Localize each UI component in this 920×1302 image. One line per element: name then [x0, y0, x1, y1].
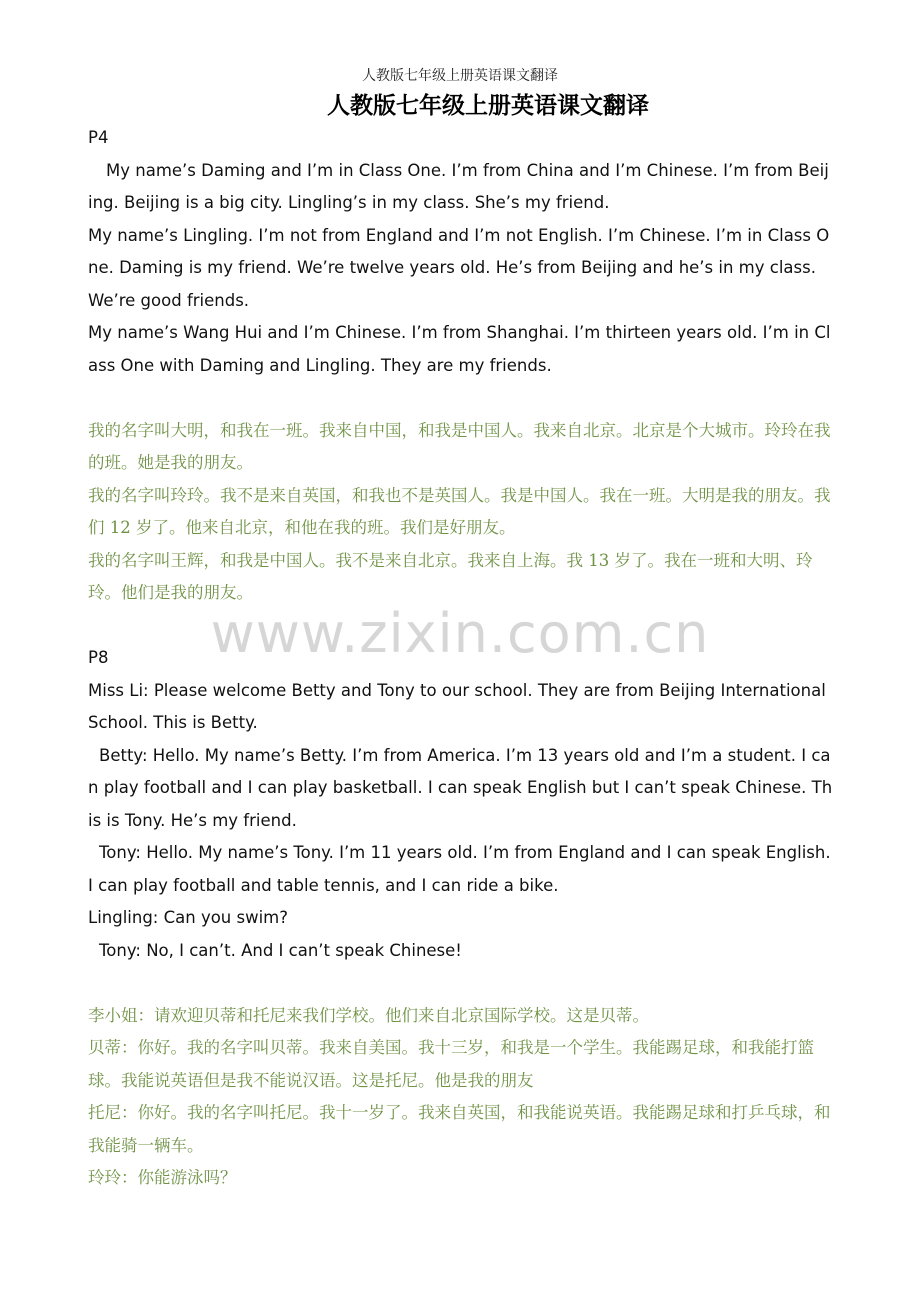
dialogue-line-en: Tony: No, I can’t. And I can’t speak Chinese! — [99, 940, 462, 960]
watermark: www.zixin.com.cn — [210, 602, 710, 665]
dialogue-line-zh: 贝蒂：你好。我的名字叫贝蒂。我来自美国。我十三岁，和我是一个学生。我能踢足球，和我能打篮球。我能说英语但是我不能说汉语。这是托尼。他是我的朋友 — [88, 1038, 814, 1090]
dialogue-line-en: Lingling: Can you swim? — [88, 908, 289, 927]
paragraph-zh: 我的名字叫玲玲。我不是来自英国，和我也不是英国人。我是中国人。我在一班。大明是我的朋友。我们 12 岁了。他来自北京，和他在我的班。我们是好朋友。 — [88, 485, 831, 537]
paragraph-zh: 我的名字叫大明，和我在一班。我来自中国，和我是中国人。我来自北京。北京是个大城市。玲玲在我的班。她是我的朋友。 — [88, 420, 831, 472]
document-title: 人教版七年级上册英语课文翻译 — [327, 92, 649, 119]
paragraph-zh: 我的名字叫王辉，和我是中国人。我不是来自北京。我来自上海。我 13 岁了。我在一班和大明、玲玲。他们是我的朋友。 — [88, 550, 813, 602]
spacer — [88, 610, 833, 643]
spacer — [88, 967, 833, 1000]
section-label-p8: P8 — [88, 648, 109, 667]
dialogue-line-zh: 托尼：你好。我的名字叫托尼。我十一岁了。我来自英国，和我能说英语。我能踢足球和打乒乓球，和我能骑一辆车。 — [88, 1103, 831, 1155]
document-body — [88, 122, 833, 1195]
paragraph-en: My name’s Daming and I’m in Class One. I’m from China and I’m Chinese. I’m from Beijing. Beijing is a big city. Lingling’s in my class. She’s my friend. — [88, 160, 829, 212]
paragraph-en: My name’s Wang Hui and I’m Chinese. I’m from Shanghai. I’m thirteen years old. I’m in Class One with Daming and Lingling. They are my friends. — [88, 323, 831, 375]
dialogue-line-en: Tony: Hello. My name’s Tony. I’m 11 years old. I’m from England and I can speak English. I can play football and table tennis, and I can ride a bike. — [88, 843, 831, 895]
dialogue-line-en: Betty: Hello. My name’s Betty. I’m from America. I’m 13 years old and I’m a student. I can play football and I can play basketball. I can speak English but I can’t speak Chinese. This is Tony. He’s my friend. — [88, 745, 833, 830]
paragraph-en: My name’s Lingling. I’m not from England and I’m not English. I’m Chinese. I’m in Class One. Daming is my friend. We’re twelve years old. He’s from Beijing and he’s in my class. We’re good friends. — [88, 225, 830, 310]
dialogue-line-en: Miss Li: Please welcome Betty and Tony to our school. They are from Beijing International School. This is Betty. — [88, 680, 826, 732]
spacer — [88, 382, 833, 415]
dialogue-line-zh: 李小姐：请欢迎贝蒂和托尼来我们学校。他们来自北京国际学校。这是贝蒂。 — [88, 1005, 649, 1025]
dialogue-line-zh: 玲玲：你能游泳吗？ — [88, 1168, 237, 1187]
section-label-p4: P4 — [88, 128, 109, 147]
running-header: 人教版七年级上册英语课文翻译 — [362, 68, 558, 84]
